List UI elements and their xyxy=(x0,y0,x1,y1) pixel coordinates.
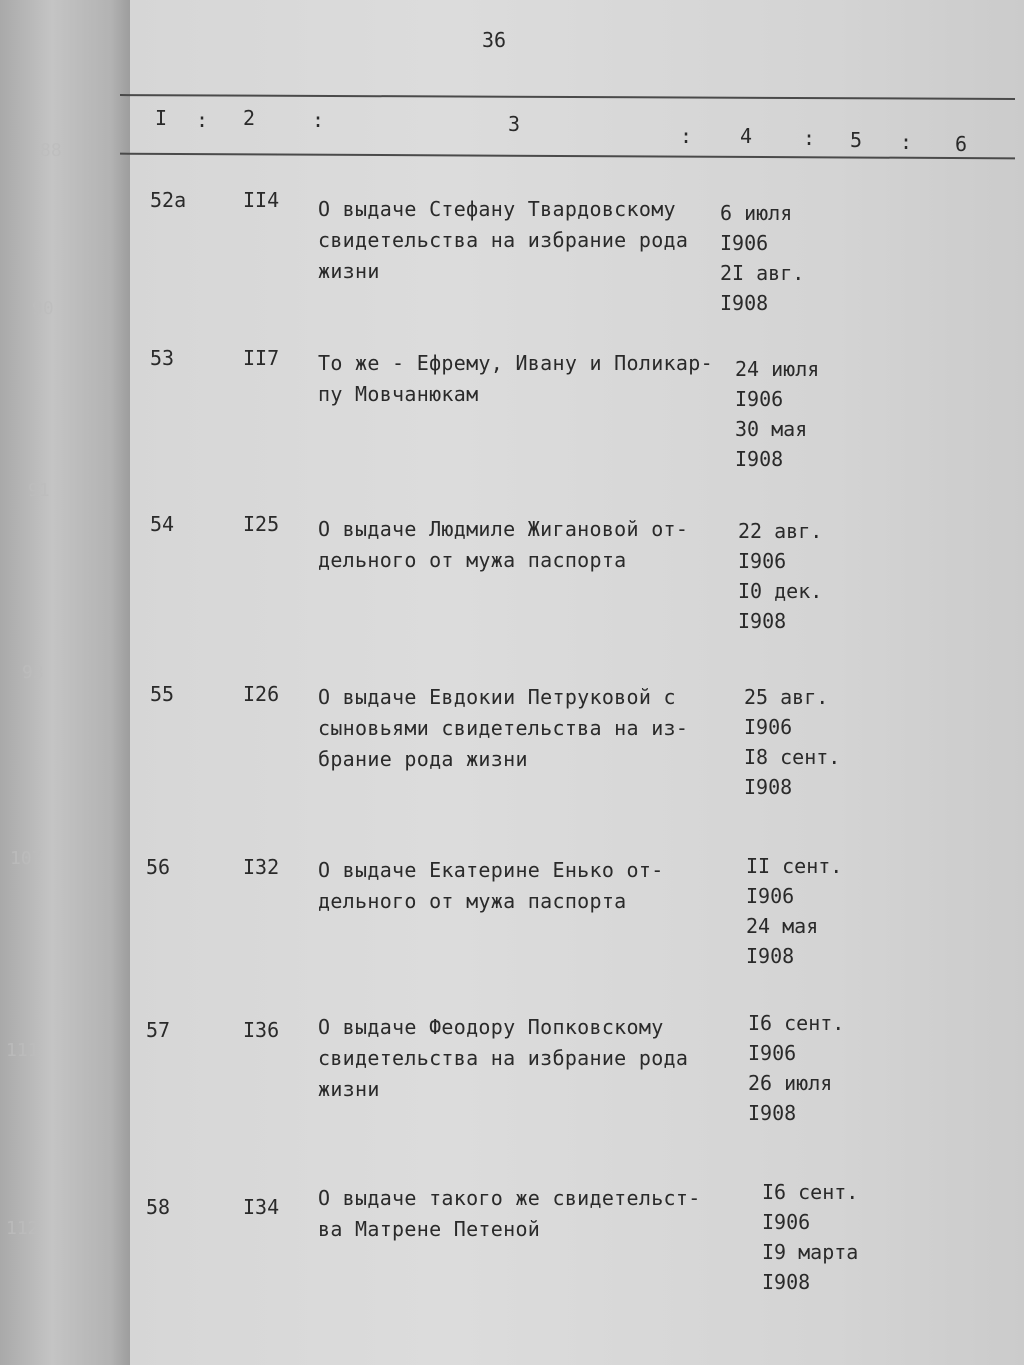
entry-dates xyxy=(735,354,819,474)
date-end-day: I8 сент. xyxy=(744,745,841,769)
date-start-year: I906 xyxy=(762,1210,811,1234)
entry-reference: I25 xyxy=(243,512,280,536)
date-start-day: 22 авг. xyxy=(738,519,823,543)
entry-reference: II7 xyxy=(243,346,280,370)
column-header-3: 3 xyxy=(508,112,521,136)
entry-description: О выдаче Екатерине Енько от- дельного от мужа паспорта xyxy=(318,858,664,913)
column-header-1: I xyxy=(155,106,168,130)
entry-description: То же - Ефрему, Ивану и Поликар- пу Мовчанюкам xyxy=(318,351,713,406)
entry-description: О выдаче Людмиле Жигановой от- дельного от мужа паспорта xyxy=(318,517,689,572)
entry-number: 58 xyxy=(146,1195,171,1219)
margin-mark: 88 xyxy=(40,140,62,161)
column-header-4: 4 xyxy=(740,124,753,148)
column-separator: : xyxy=(900,130,913,154)
margin-mark: 107 xyxy=(10,848,43,869)
date-start-year: I906 xyxy=(735,387,784,411)
entry-description: О выдаче Евдокии Петруковой с сыновьями свидетельства на из- брание рода жизни xyxy=(318,685,689,771)
entry-reference: II4 xyxy=(243,188,280,212)
date-start-day: 24 июля xyxy=(735,357,820,381)
date-end-day: I9 марта xyxy=(762,1240,859,1264)
column-header-5: 5 xyxy=(850,128,863,152)
entry-description: О выдаче Стефану Твардовскому свидетельства на избрание рода жизни xyxy=(318,197,689,283)
binding-spine xyxy=(0,0,130,1365)
entry-dates xyxy=(762,1177,858,1297)
entry-dates xyxy=(746,851,842,971)
entry-description: О выдаче такого же свидетельст- ва Матрене Петеной xyxy=(318,1186,701,1241)
date-end-year: I908 xyxy=(746,944,795,968)
margin-mark: 111 xyxy=(6,1040,39,1061)
date-end-year: I908 xyxy=(748,1101,797,1125)
margin-mark: 91 xyxy=(28,480,50,501)
margin-mark: 93 xyxy=(22,662,44,683)
date-end-day: 24 мая xyxy=(746,914,819,938)
entry-number: 56 xyxy=(146,855,171,879)
date-end-day: I0 дек. xyxy=(738,579,823,603)
entry-number: 55 xyxy=(150,682,175,706)
date-start-year: I906 xyxy=(744,715,793,739)
entry-dates xyxy=(748,1008,844,1128)
entry-dates xyxy=(738,516,822,636)
date-start-year: I906 xyxy=(746,884,795,908)
entry-number: 52а xyxy=(150,188,187,212)
column-header-6: 6 xyxy=(955,132,968,156)
entry-dates xyxy=(744,682,840,802)
date-start-year: I906 xyxy=(738,549,787,573)
column-separator: : xyxy=(680,124,693,148)
page-number: 36 xyxy=(482,28,507,52)
entry-dates xyxy=(720,198,804,318)
entry-number: 53 xyxy=(150,346,175,370)
entry-reference: I26 xyxy=(243,682,280,706)
date-start-day: 6 июля xyxy=(720,201,793,225)
date-end-day: 2I авг. xyxy=(720,261,805,285)
entry-reference: I34 xyxy=(243,1195,280,1219)
date-start-day: I6 сент. xyxy=(762,1180,859,1204)
column-header-2: 2 xyxy=(243,106,256,130)
date-end-day: 26 июля xyxy=(748,1071,833,1095)
margin-mark: 90 xyxy=(32,298,54,319)
date-start-day: 25 авг. xyxy=(744,685,829,709)
column-separator: : xyxy=(312,108,325,132)
date-end-year: I908 xyxy=(744,775,793,799)
date-start-day: I6 сент. xyxy=(748,1011,845,1035)
date-start-year: I906 xyxy=(748,1041,797,1065)
date-end-year: I908 xyxy=(720,291,769,315)
date-end-year: I908 xyxy=(738,609,787,633)
margin-mark: 112 xyxy=(6,1218,39,1239)
entry-description: О выдаче Феодору Попковскому свидетельства на избрание рода жизни xyxy=(318,1015,689,1101)
column-separator: : xyxy=(803,126,816,150)
entry-reference: I32 xyxy=(243,855,280,879)
date-end-day: 30 мая xyxy=(735,417,808,441)
entry-number: 54 xyxy=(150,512,175,536)
column-separator: : xyxy=(196,108,209,132)
date-start-year: I906 xyxy=(720,231,769,255)
date-start-day: II сент. xyxy=(746,854,843,878)
entry-reference: I36 xyxy=(243,1018,280,1042)
date-end-year: I908 xyxy=(762,1270,811,1294)
entry-number: 57 xyxy=(146,1018,171,1042)
date-end-year: I908 xyxy=(735,447,784,471)
